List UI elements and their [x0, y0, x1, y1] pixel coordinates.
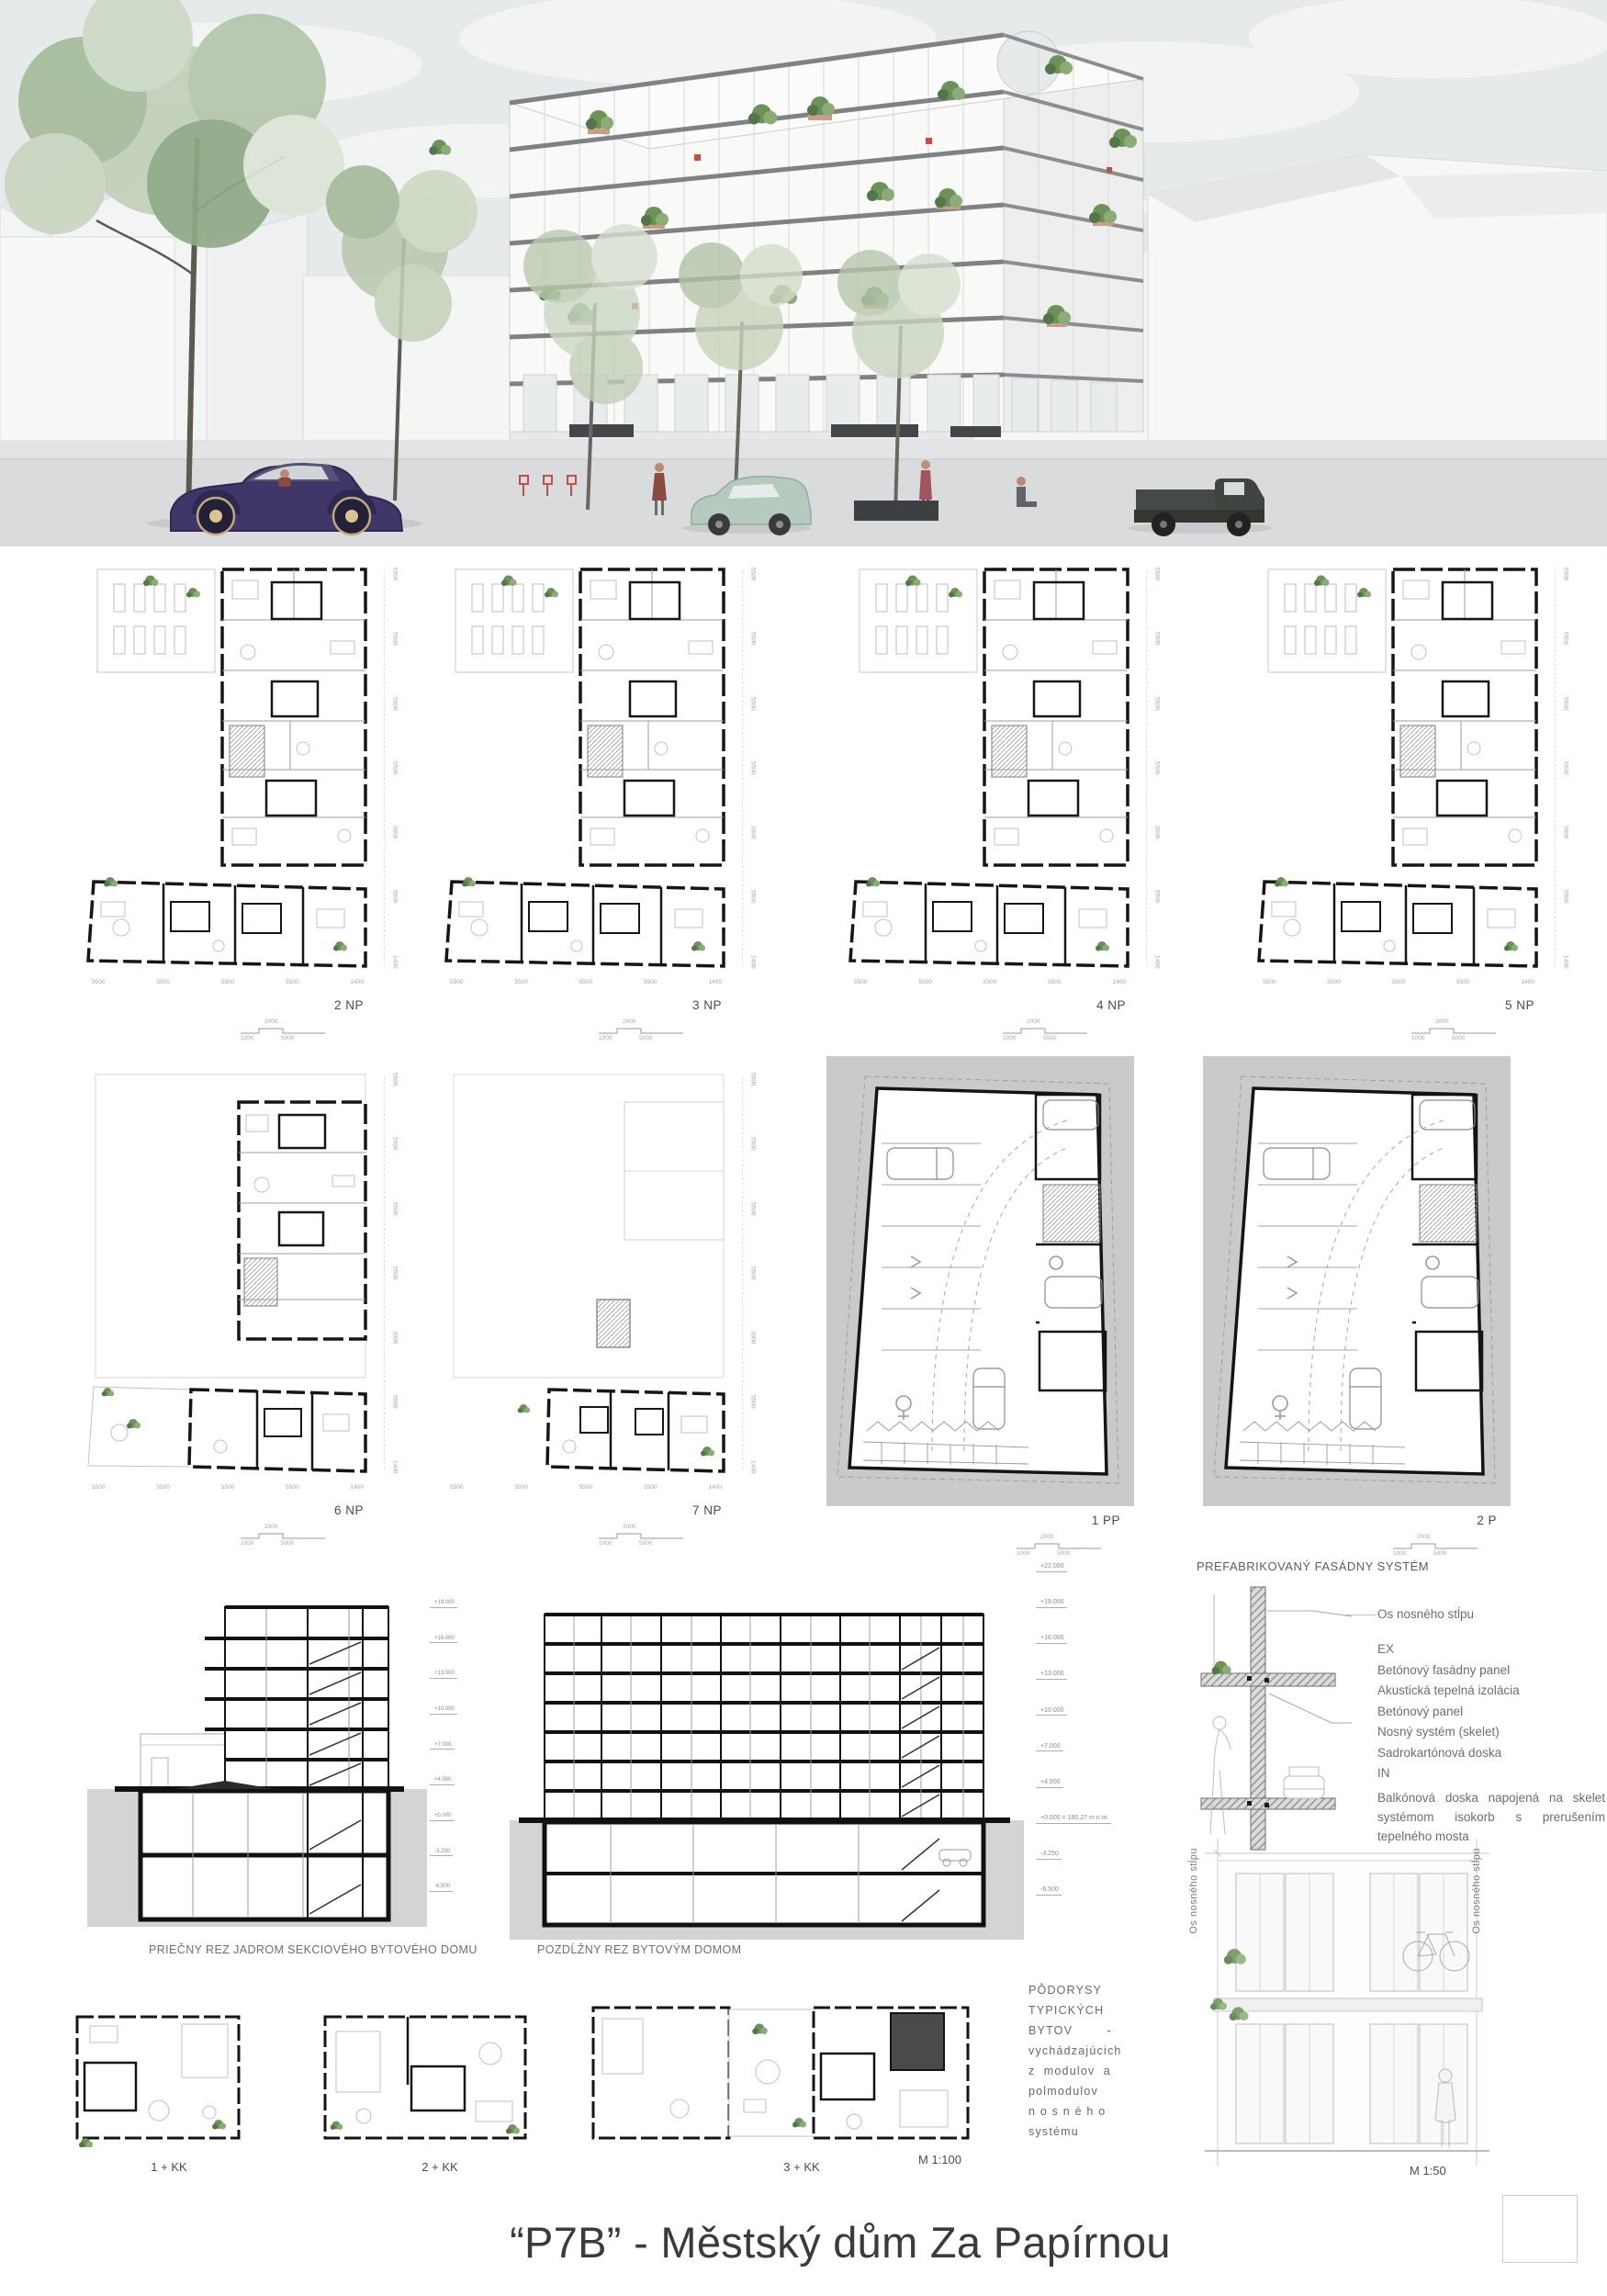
scalebar-value: 1000	[241, 1540, 254, 1547]
list-item: 5500	[749, 568, 757, 581]
garage-plan-label-2pp: 2 P	[1477, 1514, 1497, 1527]
list-item: IN	[1377, 1766, 1390, 1780]
scalebar-glyph	[1410, 1027, 1498, 1034]
floor-plan-card-4np	[845, 560, 1166, 1070]
scalebar-value: 1000	[1393, 1550, 1407, 1557]
list-item: 5500	[644, 979, 657, 985]
list-item: +0.000	[430, 1813, 455, 1821]
cross-section-drawing	[87, 1554, 427, 1940]
list-item: 5500	[749, 1395, 757, 1409]
list-item: 5500	[450, 979, 464, 985]
floor-plan-label-7np: 7 NP	[691, 1503, 722, 1517]
list-item: 5500	[514, 979, 528, 985]
units-scale-label: M 1:100	[918, 2153, 961, 2167]
garage-plan-card-2pp	[1203, 1056, 1524, 1566]
list-item: 5500	[644, 1484, 657, 1491]
bottom-dimensions	[450, 980, 722, 986]
list-item: 5500	[1153, 890, 1161, 904]
floor-plan-label-5np: 5 NP	[1504, 998, 1534, 1012]
list-item: 5500	[1327, 979, 1341, 985]
list-item: 5500	[391, 1073, 399, 1086]
hero-rendering	[0, 0, 1607, 546]
list-item: -6.500	[430, 1884, 453, 1892]
list-item: 5500	[579, 1484, 593, 1491]
list-item: Betónový fasádny panel	[1377, 1662, 1511, 1677]
cross-section-label: PRIEČNY REZ JADROM SEKCIOVÉHO BYTOVÉHO DOMU	[149, 1943, 478, 1956]
scalebar-glyph	[597, 1532, 685, 1539]
unit-plan-2kk	[320, 2009, 533, 2147]
list-item: 5500	[391, 890, 399, 904]
scalebar-value: 1000	[241, 1035, 254, 1041]
board-title: “P7B” - Městský dům Za Papírnou	[510, 2218, 1171, 2267]
cross-section-levels	[430, 1600, 457, 1892]
list-item: 5500	[1562, 632, 1569, 646]
list-item: 5500	[391, 1395, 399, 1409]
edge-dimensions	[1555, 568, 1571, 968]
list-item: 5500	[450, 1484, 464, 1491]
unit-label-1kk: 1 + KK	[151, 2160, 187, 2174]
floor-plan-drawing-5np	[1253, 560, 1547, 978]
axis-label-right: Os nosného stĺpu	[1471, 1848, 1482, 1934]
scalebar-value: 2000	[264, 1019, 278, 1025]
list-item: 5500	[391, 1137, 399, 1151]
floor-plan-label-2np: 2 NP	[333, 998, 364, 1012]
list-item: +13.000	[430, 1671, 457, 1679]
list-item: TYPICKÝCH	[1028, 2004, 1105, 2017]
scale-bar	[1001, 1021, 1089, 1045]
list-item: 5500	[391, 760, 399, 775]
garage-plan-drawing-1pp	[826, 1056, 1134, 1506]
scalebar-value: 5000	[1452, 1035, 1466, 1041]
facade-callout-axis: Os nosného stĺpu	[1377, 1607, 1475, 1621]
list-item: 5500	[1562, 696, 1569, 710]
list-item: 5500	[1153, 696, 1161, 710]
list-item: +4.000	[1036, 1779, 1063, 1788]
list-item: 5500	[92, 979, 106, 985]
list-item: 5500	[286, 1484, 299, 1491]
list-item: Sadrokartónová doska	[1377, 1745, 1502, 1760]
list-item: 5500	[391, 1201, 399, 1215]
list-item: 3000	[1562, 826, 1569, 839]
bottom-dimensions	[450, 1485, 722, 1491]
edge-dimensions	[742, 568, 759, 968]
list-item: 5500	[579, 979, 593, 985]
list-item: 5500	[983, 979, 997, 985]
list-item: 5500	[156, 979, 170, 985]
list-item: +19.000	[430, 1600, 457, 1608]
edge-dimensions	[742, 1073, 759, 1473]
list-item: polmodulov	[1028, 2085, 1098, 2098]
scale-bar	[239, 1021, 327, 1045]
list-item: +10.000	[430, 1706, 457, 1715]
list-item: 5500	[749, 632, 757, 646]
list-item: 5500	[220, 1484, 235, 1491]
axis-label-left: Os nosného stĺpu	[1188, 1848, 1199, 1934]
scalebar-value: 5000	[281, 1540, 295, 1547]
list-item: 1400	[749, 1459, 757, 1473]
scalebar-value: 2000	[264, 1524, 278, 1530]
list-item: 5500	[1391, 979, 1406, 985]
list-item: +0.000 = 180.27 m n.m.	[1036, 1815, 1111, 1824]
list-item: +7.000	[430, 1742, 455, 1750]
list-item: 5500	[749, 1073, 757, 1086]
scalebar-glyph	[239, 1532, 327, 1539]
floor-plan-label-4np: 4 NP	[1096, 998, 1126, 1012]
unit-label-2kk: 2 + KK	[421, 2160, 458, 2174]
list-item: 5500	[1562, 568, 1569, 581]
list-item: 5500	[749, 696, 757, 710]
scalebar-glyph	[1391, 1542, 1479, 1549]
list-item: 5500	[156, 1484, 170, 1491]
list-item: 5500	[1562, 760, 1569, 775]
scalebar-glyph	[1015, 1542, 1103, 1549]
list-item: +4.000	[430, 1777, 455, 1785]
list-item: 5500	[391, 568, 399, 581]
floor-plan-card-5np	[1253, 560, 1575, 1070]
facade-layer-list	[1377, 1642, 1520, 1780]
scalebar-glyph	[239, 1027, 327, 1034]
scalebar-glyph	[597, 1027, 685, 1034]
list-item: 5500	[1048, 979, 1062, 985]
list-item: 1400	[708, 1484, 722, 1491]
list-item: 5500	[749, 1266, 757, 1280]
list-item: +13.000	[1036, 1671, 1067, 1680]
scalebar-value: 2000	[1040, 1534, 1054, 1540]
floor-plan-drawing-6np	[83, 1065, 376, 1483]
list-item: 5500	[92, 1484, 106, 1491]
list-item: 5500	[1153, 632, 1161, 646]
list-item: 5500	[918, 979, 932, 985]
scale-bar	[1391, 1536, 1479, 1560]
list-item: 5500	[220, 979, 235, 985]
list-item: 1400	[1521, 979, 1534, 985]
scalebar-value: 5000	[639, 1540, 653, 1547]
scale-bar	[597, 1021, 685, 1045]
list-item: 5500	[514, 1484, 528, 1491]
bottom-dimensions	[92, 1485, 364, 1491]
list-item: 1400	[391, 954, 399, 968]
list-item: 1400	[350, 1484, 364, 1491]
facade-detail-drawing	[1194, 1585, 1354, 1851]
list-item: 1400	[350, 979, 364, 985]
list-item: vychádzajúcich	[1028, 2044, 1122, 2057]
list-item: Akustická tepelná izolácia	[1377, 1683, 1520, 1697]
list-item: 3000	[749, 1331, 757, 1345]
floor-plan-label-6np: 6 NP	[333, 1503, 364, 1517]
list-item: 5500	[391, 1266, 399, 1280]
floor-plan-drawing-7np	[441, 1065, 735, 1483]
floor-plan-drawing-4np	[845, 560, 1139, 978]
scalebar-glyph	[1001, 1027, 1089, 1034]
list-item: 1400	[1562, 954, 1569, 968]
facade-system-title: PREFABRIKOVANÝ FASÁDNY SYSTÉM	[1197, 1559, 1430, 1573]
floor-plan-card-2np	[83, 560, 404, 1070]
bottom-dimensions	[92, 980, 364, 986]
list-item: -3.250	[1036, 1851, 1062, 1860]
edge-dimensions	[384, 1073, 400, 1473]
list-item: PÔDORYSY	[1028, 1984, 1103, 1997]
list-item: +10.000	[1036, 1707, 1067, 1716]
list-item: +22.000	[1036, 1563, 1067, 1572]
list-item: 3000	[749, 826, 757, 839]
scalebar-value: 1000	[1411, 1035, 1425, 1041]
bottom-dimensions	[1263, 980, 1534, 986]
scalebar-value: 2000	[623, 1019, 636, 1025]
edge-dimensions	[1146, 568, 1163, 968]
floor-plan-label-3np: 3 NP	[691, 998, 722, 1012]
list-item: 5500	[749, 890, 757, 904]
list-item: 5500	[1153, 568, 1161, 581]
list-item: 5500	[286, 979, 299, 985]
list-item: 1400	[749, 954, 757, 968]
elevation-scale-label: M 1:50	[1410, 2164, 1446, 2178]
scalebar-value: 2000	[1027, 1019, 1040, 1025]
list-item: 3000	[391, 826, 399, 839]
scalebar-value: 1000	[1003, 1035, 1017, 1041]
unit-plan-1kk	[72, 2009, 246, 2147]
corner-box	[1502, 2195, 1578, 2263]
list-item: 5500	[1562, 890, 1569, 904]
scale-bar	[1410, 1021, 1498, 1045]
list-item: EX	[1377, 1642, 1395, 1656]
unit-plan-3kk	[588, 1998, 973, 2153]
facade-elevation-drawing	[1205, 1839, 1489, 2167]
list-item: 5500	[854, 979, 868, 985]
list-item: 5500	[1263, 979, 1276, 985]
list-item: Betónový panel	[1377, 1704, 1464, 1718]
list-item: 3000	[1153, 826, 1161, 839]
list-item: n o s n é h o	[1028, 2105, 1107, 2118]
garage-plan-label-1pp: 1 PP	[1091, 1514, 1120, 1527]
list-item: 1400	[708, 979, 722, 985]
list-item: 5500	[391, 632, 399, 646]
list-item: +16.000	[430, 1636, 457, 1644]
scalebar-value: 5000	[639, 1035, 653, 1041]
scalebar-value: 2000	[623, 1524, 636, 1530]
floor-plan-card-7np	[441, 1065, 762, 1575]
list-item: +19.000	[1036, 1599, 1067, 1608]
scalebar-value: 5000	[281, 1035, 295, 1041]
garage-plan-card-1pp	[826, 1056, 1148, 1566]
list-item: +16.000	[1036, 1635, 1067, 1644]
list-item: 5500	[749, 760, 757, 775]
scalebar-value: 1000	[599, 1035, 612, 1041]
scalebar-value: 2000	[1417, 1534, 1431, 1540]
floor-plan-drawing-2np	[83, 560, 376, 978]
scalebar-value: 5000	[1433, 1550, 1447, 1557]
list-item: 1400	[1112, 979, 1126, 985]
floor-plan-card-6np	[83, 1065, 404, 1575]
edge-dimensions	[384, 568, 400, 968]
list-item: +7.000	[1036, 1743, 1063, 1752]
street-planter	[854, 501, 938, 521]
list-item: BYTOV -	[1028, 2024, 1112, 2037]
facade-note: Balkónová doska napojená na skelet systémom isokorb s prerušením tepelného mosta	[1377, 1791, 1605, 1843]
scale-bar	[239, 1526, 327, 1550]
list-item: 5500	[749, 1137, 757, 1151]
list-item: z modulov a	[1028, 2065, 1111, 2077]
scalebar-value: 1000	[1017, 1550, 1030, 1557]
list-item: 5500	[391, 696, 399, 710]
floor-plan-drawing-3np	[441, 560, 735, 978]
bottom-dimensions	[854, 980, 1126, 986]
list-item: Nosný systém (skelet)	[1377, 1725, 1500, 1739]
list-item: 1400	[1153, 954, 1161, 968]
list-item: systému	[1028, 2125, 1079, 2138]
list-item: 5500	[749, 1201, 757, 1215]
list-item: 1400	[391, 1459, 399, 1473]
scalebar-value: 5000	[1057, 1550, 1071, 1557]
long-section-label: POZDĹŽNY REZ BYTOVÝM DOMOM	[537, 1943, 742, 1956]
long-section-levels	[1036, 1563, 1111, 1896]
list-item: -3.250	[430, 1849, 453, 1857]
scalebar-value: 1000	[599, 1540, 612, 1547]
list-item: 3000	[391, 1331, 399, 1345]
unit-label-3kk: 3 + KK	[783, 2160, 820, 2174]
list-item: 5500	[1153, 760, 1161, 775]
list-item: 5500	[1456, 979, 1470, 985]
long-section-drawing	[510, 1540, 1024, 1940]
scalebar-value: 2000	[1435, 1019, 1449, 1025]
floor-plan-card-3np	[441, 560, 762, 1070]
scale-bar	[1015, 1536, 1103, 1560]
scalebar-value: 5000	[1043, 1035, 1057, 1041]
garage-plan-drawing-2pp	[1203, 1056, 1511, 1506]
typical-units-heading	[1028, 1984, 1122, 2138]
list-item: -6.500	[1036, 1886, 1062, 1896]
